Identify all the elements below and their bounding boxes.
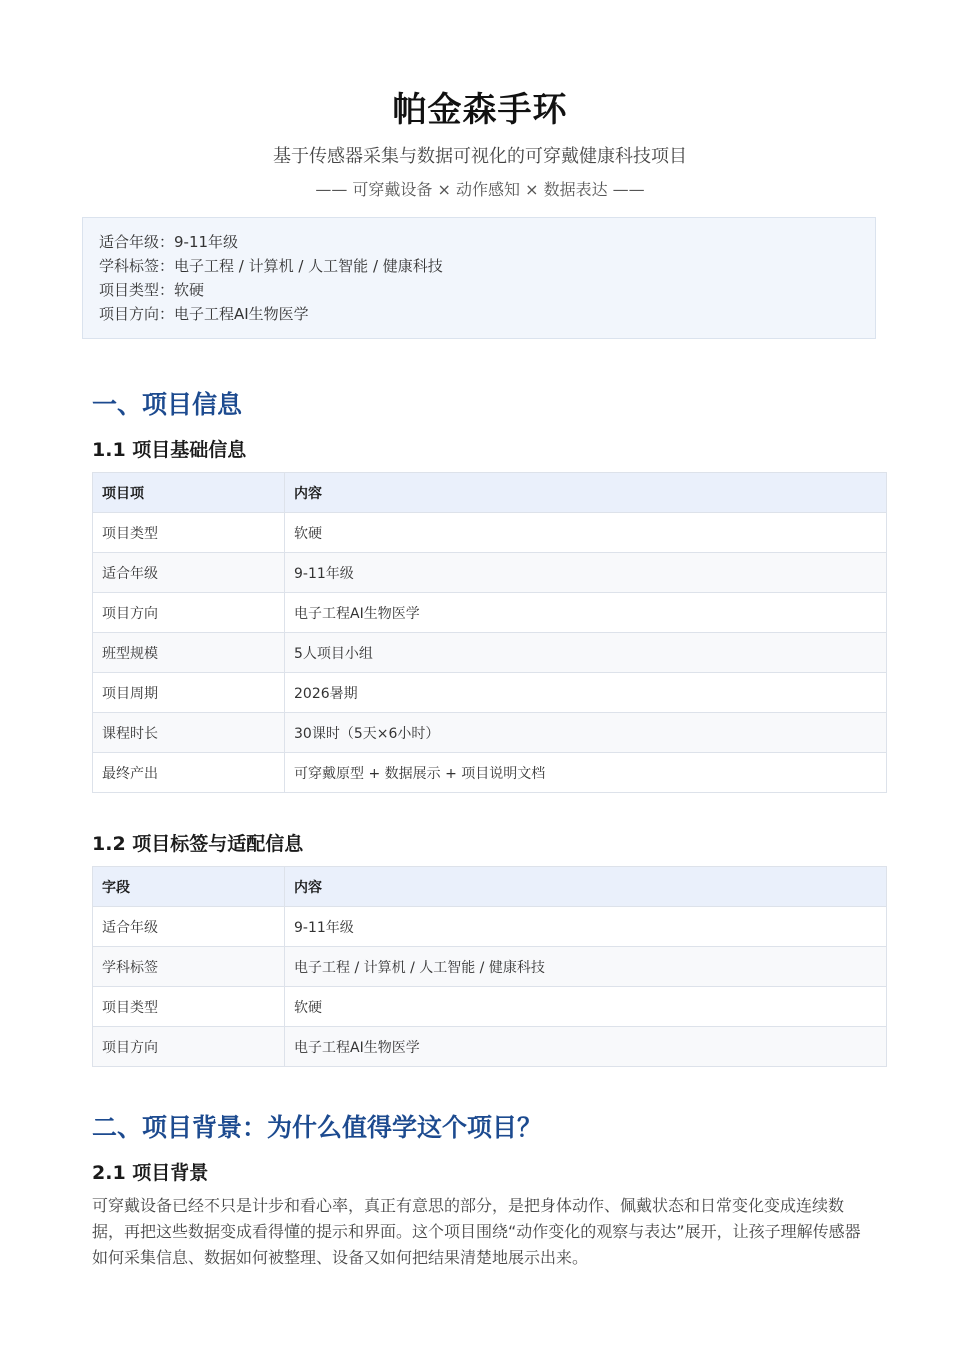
row-value: 2026暑期: [285, 673, 887, 713]
row-value: 电子工程AI生物医学: [285, 593, 887, 633]
table-row: [93, 673, 887, 713]
section-heading-project-info: 一、项目信息: [92, 390, 243, 419]
column-header: 项目项: [93, 473, 285, 513]
row-value: 9-11年级: [285, 553, 887, 593]
table-row: [93, 593, 887, 633]
table-row: [93, 987, 887, 1027]
table-header-row: [93, 473, 887, 513]
table-row: [93, 753, 887, 793]
meta-subjects: 学科标签：电子工程 / 计算机 / 人工智能 / 健康科技: [99, 257, 443, 275]
row-value: 5人项目小组: [285, 633, 887, 673]
row-value: 可穿戴原型 + 数据展示 + 项目说明文档: [285, 753, 887, 793]
background-paragraph: 可穿戴设备已经不只是计步和看心率，真正有意思的部分，是把身体动作、佩戴状态和日常变化变成连续数据，再把这些数据变成看得懂的提示和界面。这个项目围绕“动作变化的观察与表达”展开，让孩子理解传感器如何采集信息、数据如何被整理、设备又如何把结果清楚地展示出来。: [92, 1196, 861, 1267]
row-label: 适合年级: [93, 907, 285, 947]
row-value: 30课时（5天×6小时）: [285, 713, 887, 753]
document-tagline: —— 可穿戴设备 × 动作感知 × 数据表达 ——: [315, 180, 645, 199]
subsection-heading-tags-info: 1.2 项目标签与适配信息: [92, 833, 304, 855]
row-label: 课程时长: [93, 713, 285, 753]
row-label: 项目类型: [93, 987, 285, 1027]
row-label: 项目方向: [93, 593, 285, 633]
section-heading-background: 二、项目背景：为什么值得学这个项目？: [92, 1113, 543, 1142]
basic-info-table: [92, 472, 887, 793]
column-header: 内容: [285, 473, 887, 513]
row-label: 项目周期: [93, 673, 285, 713]
table-row: [93, 553, 887, 593]
meta-summary-box: [82, 217, 876, 339]
row-label: 学科标签: [93, 947, 285, 987]
document-title: 帕金森手环: [392, 90, 568, 130]
row-value: 软硬: [285, 513, 887, 553]
row-label: 项目类型: [93, 513, 285, 553]
document-subtitle: 基于传感器采集与数据可视化的可穿戴健康科技项目: [273, 146, 687, 167]
table-row: [93, 907, 887, 947]
subsection-heading-basic-info: 1.1 项目基础信息: [92, 439, 247, 461]
row-label: 最终产出: [93, 753, 285, 793]
subsection-heading-background: 2.1 项目背景: [92, 1162, 209, 1184]
row-label: 适合年级: [93, 553, 285, 593]
column-header: 字段: [93, 867, 285, 907]
meta-grade: 适合年级：9-11年级: [99, 233, 239, 251]
table-row: [93, 713, 887, 753]
table-row: [93, 947, 887, 987]
meta-direction: 项目方向：电子工程AI生物医学: [99, 305, 309, 323]
row-value: 9-11年级: [285, 907, 887, 947]
row-label: 项目方向: [93, 1027, 285, 1067]
row-label: 班型规模: [93, 633, 285, 673]
row-value: 电子工程AI生物医学: [285, 1027, 887, 1067]
table-row: [93, 633, 887, 673]
row-value: 电子工程 / 计算机 / 人工智能 / 健康科技: [285, 947, 887, 987]
column-header: 内容: [285, 867, 887, 907]
table-header-row: [93, 867, 887, 907]
meta-type: 项目类型：软硬: [99, 281, 205, 299]
table-row: [93, 513, 887, 553]
tags-info-table: [92, 866, 887, 1067]
row-value: 软硬: [285, 987, 887, 1027]
table-row: [93, 1027, 887, 1067]
